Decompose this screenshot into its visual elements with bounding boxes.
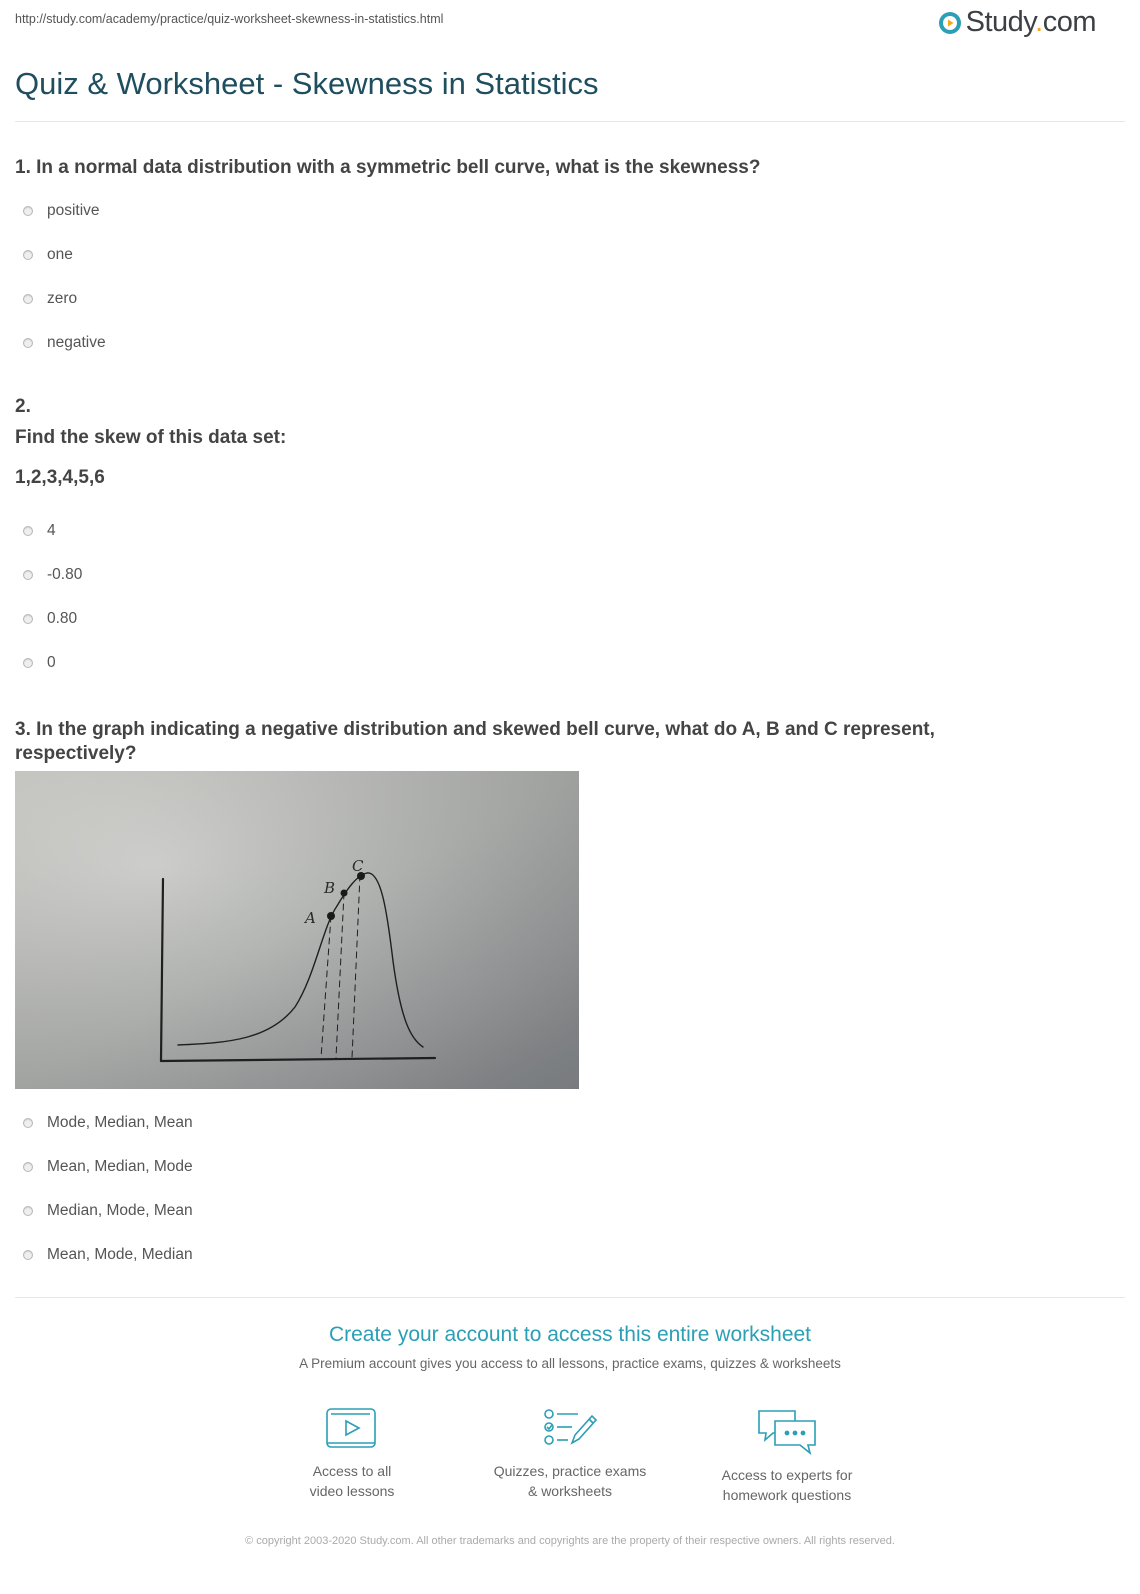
radio-button[interactable] xyxy=(23,614,33,624)
option-label: negative xyxy=(47,334,106,351)
copyright-footer: © copyright 2003-2020 Study.com. All other trademarks and copyrights are the property of their respective owners. All rights reserved. xyxy=(245,1535,895,1547)
option-label: one xyxy=(47,246,73,263)
logo-wordmark: Study.com xyxy=(965,6,1096,38)
radio-button[interactable] xyxy=(23,338,33,348)
study-logo[interactable] xyxy=(938,6,1096,39)
page-url: http://study.com/academy/practice/quiz-worksheet-skewness-in-statistics.html xyxy=(15,12,444,26)
q3-option-2[interactable] xyxy=(23,1158,193,1176)
question-2-dataset: 1,2,3,4,5,6 xyxy=(15,467,105,488)
question-2-text: Find the skew of this data set: xyxy=(15,427,287,448)
radio-button[interactable] xyxy=(23,658,33,668)
option-label: 4 xyxy=(47,522,56,539)
expert-chat-icon xyxy=(755,1407,819,1455)
option-label: Mean, Median, Mode xyxy=(47,1158,193,1175)
q2-option-3[interactable] xyxy=(23,610,77,628)
radio-button[interactable] xyxy=(23,206,33,216)
question-1-text: 1. In a normal data distribution with a symmetric bell curve, what is the skewness? xyxy=(15,157,761,178)
skewed-curve-photo xyxy=(15,771,579,1089)
question-3-text-cont: respectively? xyxy=(15,743,137,764)
question-3-text: 3. In the graph indicating a negative distribution and skewed bell curve, what do A, B and C represent, xyxy=(15,719,935,740)
option-label: Median, Mode, Mean xyxy=(47,1202,193,1219)
q2-option-2[interactable] xyxy=(23,566,82,584)
q2-option-4[interactable] xyxy=(23,654,56,672)
q1-option-1[interactable] xyxy=(23,202,100,220)
curve-label-c: C xyxy=(352,857,364,875)
feature-label: Access to experts for homework questions xyxy=(721,1467,853,1503)
radio-button[interactable] xyxy=(23,294,33,304)
quiz-checklist-icon xyxy=(542,1407,598,1451)
cta-divider xyxy=(15,1297,1125,1298)
feature-label: Quizzes, practice exams & worksheets xyxy=(493,1463,647,1499)
q2-option-1[interactable] xyxy=(23,522,56,540)
option-label: zero xyxy=(47,290,78,307)
option-label: -0.80 xyxy=(47,566,83,583)
radio-button[interactable] xyxy=(23,1162,33,1172)
radio-button[interactable] xyxy=(23,570,33,580)
option-label: positive xyxy=(47,202,100,219)
radio-button[interactable] xyxy=(23,1206,33,1216)
feature-quizzes xyxy=(470,1407,670,1501)
feature-label: Access to all video lessons xyxy=(309,1463,395,1499)
radio-button[interactable] xyxy=(23,1118,33,1128)
video-lesson-icon xyxy=(324,1407,380,1451)
q3-option-1[interactable] xyxy=(23,1114,193,1132)
page-title: Quiz & Worksheet - Skewness in Statistics xyxy=(15,66,599,101)
cta-subtitle: A Premium account gives you access to all lessons, practice exams, quizzes & worksheets xyxy=(299,1356,841,1371)
q1-option-3[interactable] xyxy=(23,290,77,308)
radio-button[interactable] xyxy=(23,1250,33,1260)
radio-button[interactable] xyxy=(23,526,33,536)
option-label: Mode, Median, Mean xyxy=(47,1114,193,1131)
question-2-number: 2. xyxy=(15,396,31,417)
q1-option-4[interactable] xyxy=(23,334,106,352)
q3-option-4[interactable] xyxy=(23,1246,193,1264)
play-logo-icon xyxy=(938,11,962,35)
option-label: 0.80 xyxy=(47,610,78,627)
feature-video-lessons xyxy=(252,1407,452,1501)
curve-label-a: A xyxy=(305,909,316,927)
curve-label-b: B xyxy=(324,879,336,897)
q1-option-2[interactable] xyxy=(23,246,73,264)
q3-option-3[interactable] xyxy=(23,1202,193,1220)
radio-button[interactable] xyxy=(23,250,33,260)
option-label: 0 xyxy=(47,654,56,671)
title-divider xyxy=(15,121,1125,122)
option-label: Mean, Mode, Median xyxy=(47,1246,193,1263)
cta-title[interactable]: Create your account to access this entire worksheet xyxy=(328,1323,812,1346)
feature-experts xyxy=(687,1407,887,1505)
